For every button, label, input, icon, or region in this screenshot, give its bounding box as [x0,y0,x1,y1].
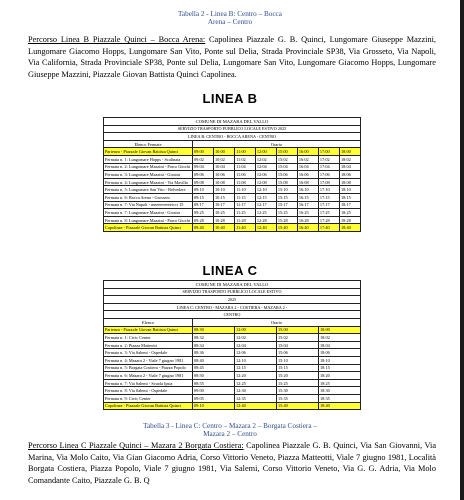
departure-time: 09:15 [193,193,214,201]
departure-time: 11:15 [235,193,256,201]
departure-time: 09:04 [193,163,214,171]
route-b-paragraph [28,34,436,80]
departure-time: 11:25 [235,209,256,217]
departure-time: 15:00 [276,148,297,156]
departure-time: 17:00 [318,148,339,156]
table-row [104,186,361,194]
stop-name: Fermata n. 2: Piazza Matteotti [104,341,193,349]
departure-time: 10:00 [214,148,235,156]
table-c-header-1: COMUNE DI MAZARA DEL VALLO [104,281,361,289]
departure-time: 08:34 [193,341,235,349]
table-c-header-3: 2025 [104,296,361,304]
departure-time: 16:02 [297,155,318,163]
departure-time: 09:02 [193,155,214,163]
departure-time: 12:40 [255,224,276,232]
departure-time: 10:17 [214,201,235,209]
departure-time: 10:40 [214,224,235,232]
departure-time: 12:10 [235,356,277,364]
departure-time: 17:17 [318,201,339,209]
departure-time: 09:17 [193,201,214,209]
departure-time: 12:17 [255,201,276,209]
departure-time: 12:00 [255,148,276,156]
departure-time: 15:15 [277,364,319,372]
departure-time: 17:08 [318,178,339,186]
linea-c-title: LINEA C [202,263,258,278]
table-b-header-3: LINEA B: CENTRO - BOCCA ARENA - CENTRO [104,133,361,141]
table-c-header-4: LINEA C: CENTRO - MAZARA 2 - COSTIERA - MAZARA 2 - [104,303,361,311]
departure-time: 15:17 [276,201,297,209]
departure-time: 16:15 [297,193,318,201]
timetable-linea-c [103,280,361,410]
timetable-c-body [104,281,361,410]
caption-c-line-1: Tabella 3 - Linea C: Centro – Mazara 2 – Borgata Costiera – [143,422,317,430]
departure-time: 09:40 [193,224,214,232]
departure-time: 18:30 [319,387,361,395]
table-row [104,209,361,217]
departure-time: 08:36 [193,349,235,357]
departure-time: 09:10 [193,186,214,194]
stop-name: Capolinea - Piazzale Giovan Battista Quinci [104,224,193,232]
table-c-col-stops: Elenco [104,318,193,326]
timetable-b-body [104,118,361,232]
table-3-caption [0,422,460,438]
stop-name: Fermata n. 5: Borgata Costiera - Piazza Popolo [104,364,193,372]
departure-time: 08:30 [193,326,235,334]
route-c-label: Percorso Linea C Piazzale Quinci – Mazara 2 Borgata Costiera: [28,441,244,450]
departure-time: 17:10 [318,186,339,194]
departure-time: 09:25 [193,209,214,217]
departure-time: 12:35 [235,394,277,402]
route-c-text: Capolinea Piazzale G. B. Quinci, Via San Giovanni, Via Marina, Via Molo Caito, Via Gian Giacomo Adria, Corso Vittorio Veneto, Piazza Matteotti, Viale 7 giugno 1981, Località Borgata Costiera, Piazza Popolo, Viale 7 giugno 1981, Via Salemi, Corso Vittorio Veneto, Via G. G. Adria, Via Molo Comandante Caito, Piazzale G. B. Q [28,441,436,485]
departure-time: 18:25 [339,209,360,217]
stop-name: Fermata n. 1: Civic Center [104,334,193,342]
departure-time: 12:15 [255,193,276,201]
departure-time: 17:04 [318,163,339,171]
table-row [104,155,361,163]
departure-time: 18:40 [319,402,361,410]
departure-time: 12:06 [235,349,277,357]
departure-time: 12:20 [235,372,277,380]
table-row [104,178,361,186]
departure-time: 16:17 [297,201,318,209]
departure-time: 11:08 [235,178,256,186]
stop-name: Fermata n. 8: Lungomare Mazzini - Parco Giochi [104,216,193,224]
departure-time: 16:00 [297,148,318,156]
departure-time: 11:10 [235,186,256,194]
stop-name: Fermata n. 1: Lungomare Hopps - Scalinata [104,155,193,163]
table-2-caption [0,10,460,26]
stop-name: Fermata n. 4: Lungomare Mazzini - Via Mavilla [104,178,193,186]
departure-time: 16:06 [297,171,318,179]
caption-c-line-2: Mazara 2 – Centro [203,430,257,438]
stop-name: Fermata n. 3: Lungomare Mazzini - Giostra [104,171,193,179]
caption-line-2: Arena – Centro [207,18,253,26]
stop-name: Fermata n. 8: Via Salemi - Ospedale [104,387,193,395]
stop-name: Fermata n. 6: Mazara 2 - Viale 7 giugno 1981 [104,372,193,380]
departure-time: 18:02 [339,155,360,163]
departure-time: 09:28 [193,216,214,224]
departure-time: 12:28 [255,216,276,224]
departure-time: 15:35 [277,394,319,402]
departure-time: 12:08 [255,178,276,186]
stop-name: Capolinea - Piazzale Giovan Battista Quinci [104,402,193,410]
table-row [104,193,361,201]
departure-time: 15:40 [276,224,297,232]
table-c-header-2: SERVIZIO TRASPORTO PUBBLICO LOCALE ESTIVO [104,288,361,296]
departure-time: 11:40 [235,224,256,232]
departure-time: 18:06 [319,349,361,357]
route-b-label: Percorso Linea B Piazzale Quinci – Bocca Arena: [28,35,206,44]
departure-time: 15:02 [276,155,297,163]
departure-time: 17:25 [318,209,339,217]
departure-time: 10:08 [214,178,235,186]
table-row [104,394,361,402]
stop-name: Fermata n. 9: Civic Center [104,394,193,402]
departure-time: 18:02 [319,334,361,342]
departure-time: 15:25 [277,379,319,387]
departure-time: 15:10 [276,186,297,194]
table-row [104,356,361,364]
linea-b-title: LINEA B [202,91,258,106]
departure-time: 10:25 [214,209,235,217]
table-row [104,201,361,209]
table-b-col-stops: Elenco Fermate [104,140,193,148]
departure-time: 09:00 [193,387,235,395]
departure-time: 08:40 [193,356,235,364]
departure-time: 12:06 [255,171,276,179]
departure-time: 18:00 [319,326,361,334]
departure-time: 09:08 [193,178,214,186]
departure-time: 18:10 [339,186,360,194]
departure-time: 10:15 [214,193,235,201]
departure-time: 11:17 [235,201,256,209]
departure-time: 08:32 [193,334,235,342]
departure-time: 16:04 [297,163,318,171]
departure-time: 17:40 [318,224,339,232]
departure-time: 12:15 [235,364,277,372]
departure-time: 10:02 [214,155,235,163]
table-b-header-2: SERVIZIO TRASPORTO PUBBLICO LOCALE ESTIVO 2025 [104,125,361,133]
departure-time: 15:06 [277,349,319,357]
departure-time: 18:17 [339,201,360,209]
departure-time: 18:40 [339,224,360,232]
departure-time: 12:00 [235,326,277,334]
stop-name: Fermata n. 2: Lungomare Mazzini - Parco Giochi [104,163,193,171]
table-row [104,171,361,179]
departure-time: 15:10 [277,356,319,364]
departure-time: 15:30 [277,387,319,395]
route-b-text: Capolinea Piazzale G. B. Quinci, Lungomare Giuseppe Mazzini, Lungomare Giacomo Hopps, Lungomare San Vito, Ponte sul Delia, Strada Provinciale SP38, Via Grosseto, Via Napoli, Via California, Strada Provinciale SP38, Ponte sul Delia, Lungomare San Vito, Lungomare Giacomo Hopps, Lungomare Giuseppe Mazzini, Piazzale Giovan Battista Quinci Capolinea. [28,35,436,79]
departure-time: 12:30 [235,387,277,395]
departure-time: 09:05 [193,394,235,402]
stop-name: Fermata n. 6: Bocca Arena - Grosseto [104,193,193,201]
departure-time: 12:10 [255,186,276,194]
table-c-col-times: Orario [193,318,361,326]
route-c-paragraph [28,440,436,486]
departure-time: 18:00 [339,148,360,156]
departure-time: 10:28 [214,216,235,224]
departure-time: 10:06 [214,171,235,179]
departure-time: 15:06 [276,171,297,179]
departure-time: 18:35 [319,394,361,402]
table-b-header-1: COMUNE DI MAZARA DEL VALLO [104,118,361,126]
departure-time: 18:20 [319,372,361,380]
table-row [104,379,361,387]
departure-time: 09:06 [193,171,214,179]
table-row [104,387,361,395]
table-b-col-times: Orario [193,140,361,148]
departure-time: 16:10 [297,186,318,194]
departure-time: 18:25 [319,379,361,387]
departure-time: 11:06 [235,171,256,179]
departure-time: 11:04 [235,163,256,171]
departure-time: 17:28 [318,216,339,224]
departure-time: 15:20 [277,372,319,380]
departure-time: 18:10 [319,356,361,364]
departure-time: 16:08 [297,178,318,186]
departure-time: 12:04 [235,341,277,349]
table-row [104,364,361,372]
table-c-header-5: CENTRO [104,311,361,319]
stop-name: Fermata n. 4: Mazara 2 - Viale 7 giugno 1981 [104,356,193,364]
stop-name: Fermata n. 7: Lungomare Mazzini - Giostra [104,209,193,217]
departure-time: 12:02 [235,334,277,342]
table-row [104,334,361,342]
departure-time: 11:02 [235,155,256,163]
departure-time: 18:04 [339,163,360,171]
table-row [104,349,361,357]
departure-time: 09:00 [193,148,214,156]
departure-time: 12:25 [235,379,277,387]
table-row [104,163,361,171]
departure-time: 09:10 [193,402,235,410]
stop-name: Fermata n. 5: Lungomare San Vito - Belvedere [104,186,193,194]
departure-time: 18:06 [339,171,360,179]
table-row [104,326,361,334]
table-row [104,341,361,349]
departure-time: 08:55 [193,379,235,387]
departure-time: 17:06 [318,171,339,179]
departure-time: 15:28 [276,216,297,224]
departure-time: 15:40 [277,402,319,410]
table-row [104,216,361,224]
stop-name: Partenza - Piazzale Giovan Battista Quinci [104,148,193,156]
departure-time: 12:25 [255,209,276,217]
departure-time: 15:15 [276,193,297,201]
departure-time: 08:45 [193,364,235,372]
departure-time: 15:25 [276,209,297,217]
caption-line-1: Tabella 2 - Linea B: Centro – Bocca [178,10,282,18]
table-row [104,372,361,380]
timetable-linea-b [103,117,361,232]
departure-time: 10:04 [214,163,235,171]
departure-time: 15:04 [277,341,319,349]
table-row [104,224,361,232]
stop-name: Partenza - Piazzale Giovan Battista Quinci [104,326,193,334]
departure-time: 15:00 [277,326,319,334]
departure-time: 17:15 [318,193,339,201]
departure-time: 08:50 [193,372,235,380]
departure-time: 11:00 [235,148,256,156]
departure-time: 18:04 [319,341,361,349]
departure-time: 12:02 [255,155,276,163]
stop-name: Fermata n. 3: Via Salemi - Ospedale [104,349,193,357]
departure-time: 11:28 [235,216,256,224]
table-row [104,402,361,410]
departure-time: 18:15 [319,364,361,372]
departure-time: 17:02 [318,155,339,163]
departure-time: 16:25 [297,209,318,217]
departure-time: 12:04 [255,163,276,171]
departure-time: 18:15 [339,193,360,201]
departure-time: 12:40 [235,402,277,410]
table-row [104,148,361,156]
departure-time: 18:28 [339,216,360,224]
departure-time: 15:04 [276,163,297,171]
departure-time: 15:02 [277,334,319,342]
departure-time: 10:10 [214,186,235,194]
departure-time: 16:28 [297,216,318,224]
stop-name: Fermata n. 7: Via Napoli - meeeeveeeeicci 15 [104,201,193,209]
stop-name: Fermata n. 7: Via Salemi - Scuola Ipsia [104,379,193,387]
departure-time: 15:08 [276,178,297,186]
departure-time: 18:08 [339,178,360,186]
departure-time: 16:40 [297,224,318,232]
